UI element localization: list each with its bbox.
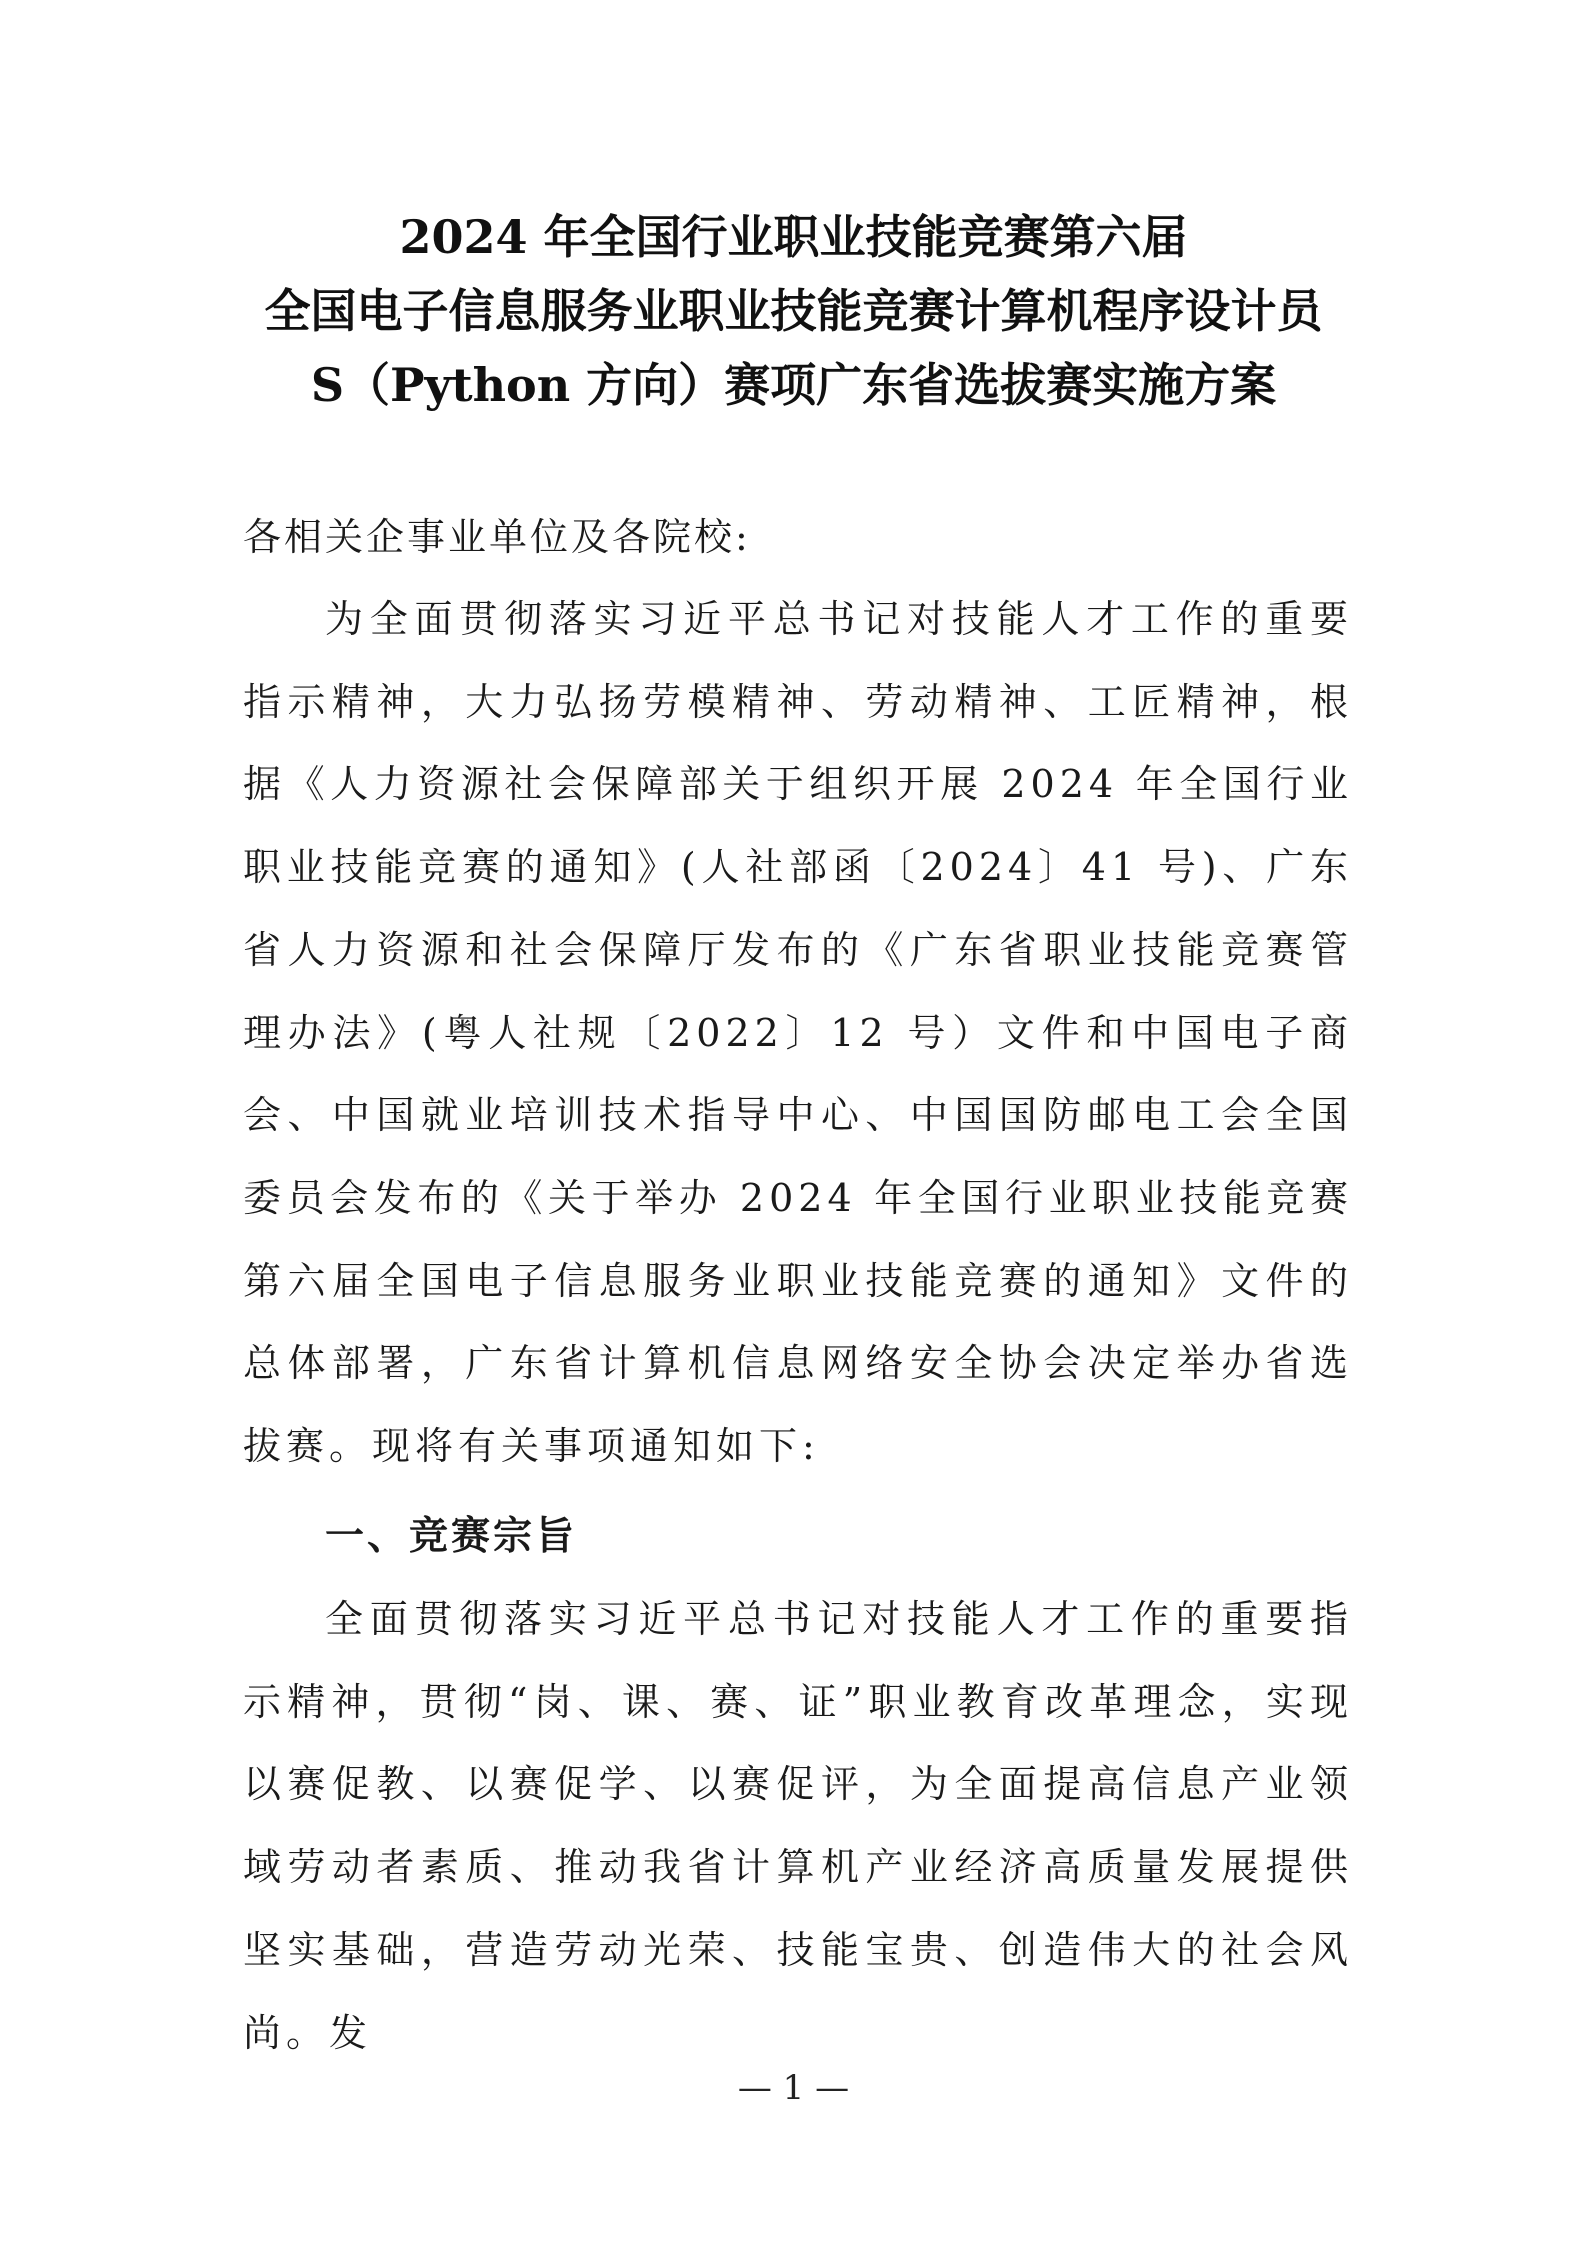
document-title-line-3: S（Python 方向）赛项广东省选拔赛实施方案	[310, 358, 1277, 412]
section-heading-purpose: 一、竞赛宗旨	[325, 1514, 578, 1559]
page-number: — 1 —	[737, 2068, 850, 2108]
document-title-line-2: 全国电子信息服务业职业技能竞赛计算机程序设计员	[264, 284, 1323, 338]
salutation: 各相关企事业单位及各院校:	[243, 515, 751, 559]
paragraph-purpose: 全面贯彻落实习近平总书记对技能人才工作的重要指示精神，贯彻“岗、课、赛、证”职业教育改革理念，实现以赛促教、以赛促学、以赛促评，为全面提高信息产业领域劳动者素质、推动我省计算机产业经济高质量发展提供坚实基础，营造劳动光荣、技能宝贵、创造伟大的社会风尚。发	[243, 1597, 1353, 2055]
paragraph-intro: 为全面贯彻落实习近平总书记对技能人才工作的重要指示精神，大力弘扬劳模精神、劳动精神、工匠精神，根据《人力资源社会保障部关于组织开展 2024 年全国行业职业技能竞赛的通知》(人社部函〔2024〕41 号)、广东省人力资源和社会保障厅发布的《广东省职业技能竞赛管理办法》(粤人社规〔2022〕12 号）文件和中国电子商会、中国就业培训技术指导中心、中国国防邮电工会全国委员会发布的《关于举办 2024 年全国行业职业技能竞赛第六届全国电子信息服务业职业技能竞赛的通知》文件的总体部署，广东省计算机信息网络安全协会决定举办省选拔赛。现将有关事项通知如下:	[243, 597, 1353, 1469]
document-title-line-1: 2024 年全国行业职业技能竞赛第六届	[399, 210, 1188, 264]
